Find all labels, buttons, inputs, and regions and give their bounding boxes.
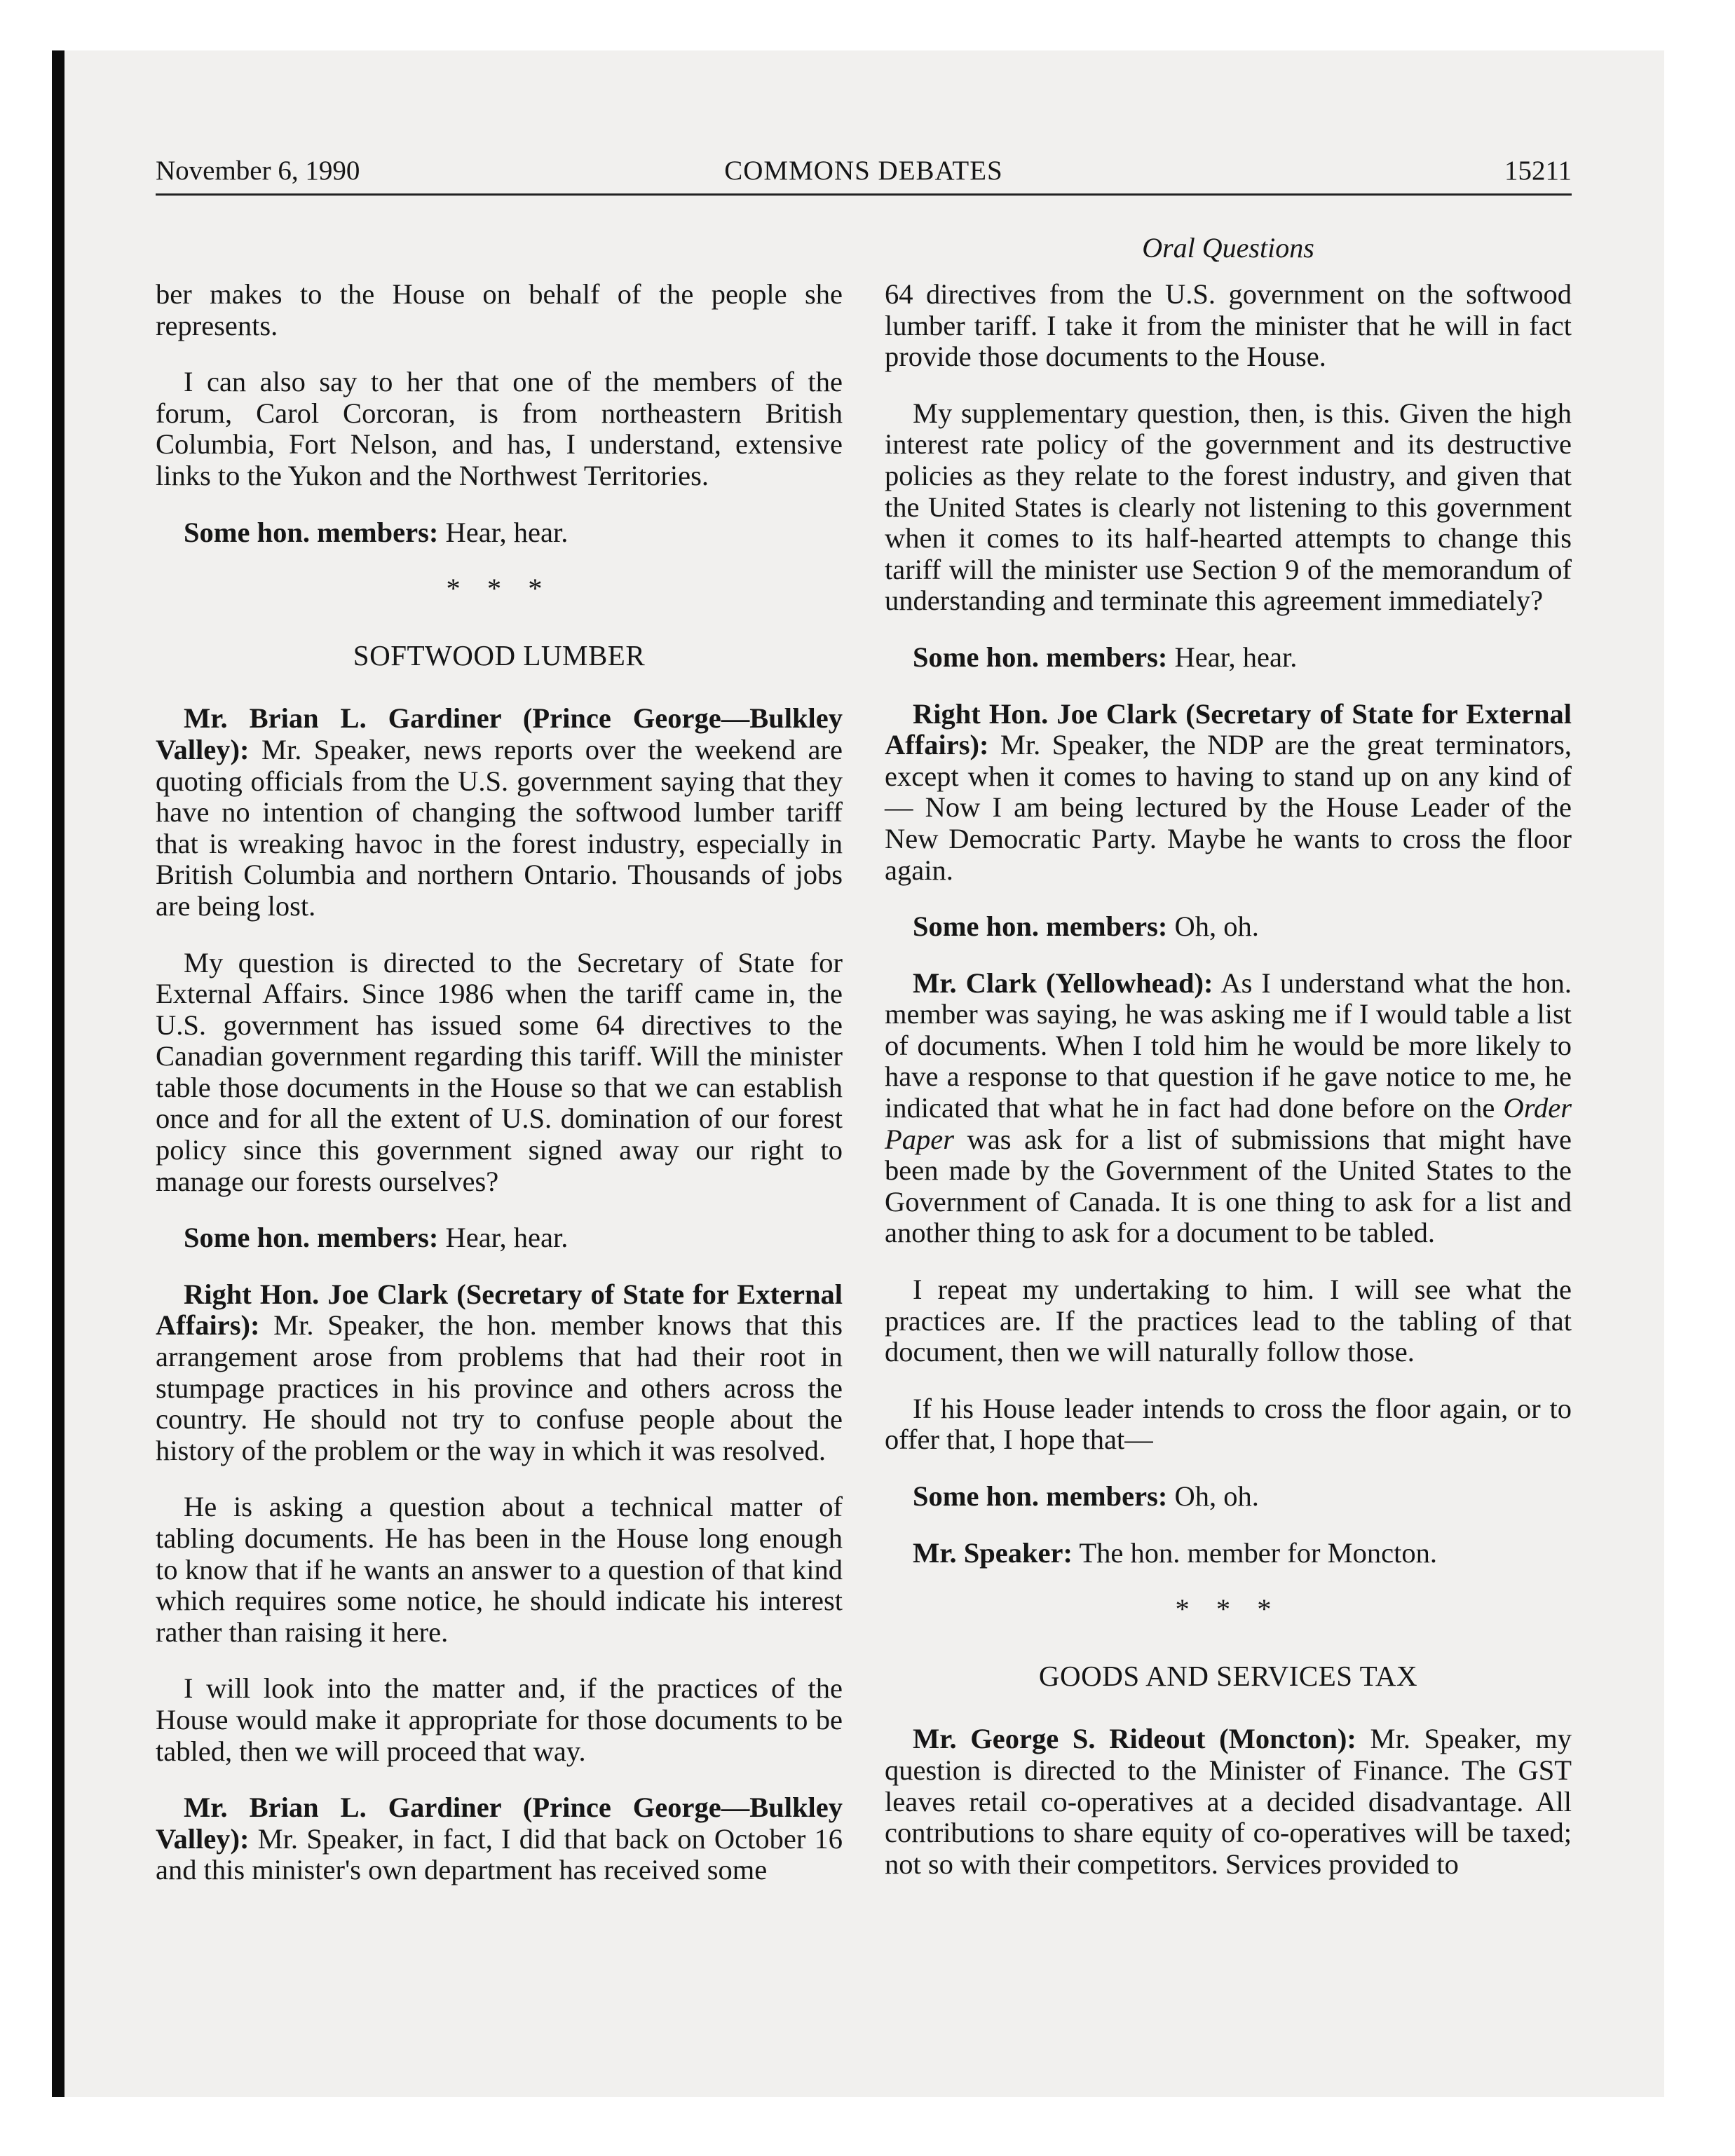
running-head: Oral Questions xyxy=(1142,232,1314,264)
paragraph: I repeat my undertaking to him. I will see what the practices are. If the practices lead to the tabling of that document, then we will naturally follow those. xyxy=(885,1274,1572,1368)
speech-text: Hear, hear. xyxy=(438,516,569,548)
speech-text: Hear, hear. xyxy=(438,1222,569,1254)
speaker-name: Some hon. members: xyxy=(913,910,1168,943)
header-rule xyxy=(156,193,1572,196)
speaker-name: Right Hon. Joe Clark (Secretary of State for External Affairs): xyxy=(885,697,1572,761)
paragraph: If his House leader intends to cross the floor again, or to offer that, I hope that— xyxy=(885,1392,1572,1456)
speaker-name: Some hon. members: xyxy=(184,1222,439,1254)
speech-text: was ask for a list of submissions that might have been made by the Government of the United States to the Government of Canada. It is one thing to ask for a list and another thing to ask for a document to be tabled. xyxy=(885,1123,1572,1249)
header-date: November 6, 1990 xyxy=(156,156,360,186)
paragraph: He is asking a question about a technical matter of tabling documents. He has been in the House long enough to know that if he wants an answer to a question of that kind which requires some notice, he should indicate his interest rather than raising it here. xyxy=(156,1491,843,1648)
section-heading: GOODS AND SERVICES TAX xyxy=(1038,1659,1418,1692)
paragraph xyxy=(885,1724,1572,1880)
speaker-name: Mr. Speaker: xyxy=(913,1536,1073,1569)
speaker-name: Right Hon. Joe Clark (Secretary of State for External Affairs): xyxy=(156,1278,843,1342)
paragraph: My supplementary question, then, is this. Given the high interest rate policy of the government and its destructive policies as they relate to the forest industry, and given that the United States is clearly not listening to this government when it comes to its half-hearted attempts to change this tariff will the minister use Section 9 of the memorandum of understanding and terminate this agreement immediately? xyxy=(885,397,1572,617)
speaker-name: Some hon. members: xyxy=(913,641,1168,673)
speaker-name: Mr. Brian L. Gardiner (Prince George—Bulkley Valley): xyxy=(156,702,843,765)
left-column xyxy=(156,279,843,1911)
paragraph xyxy=(885,642,1572,674)
paragraph xyxy=(156,703,843,922)
speech-text: Mr. Speaker, my question is directed to the Minister of Finance. The GST leaves retail co-operatives at a decided disadvantage. All contributions to share equity of co-operatives will be taxed; not so with their competitors. Services provided to xyxy=(885,1723,1572,1880)
paragraph: I can also say to her that one of the members of the forum, Carol Corcoran, is from northeastern British Columbia, Fort Nelson, and has, I understand, extensive links to the Yukon and the Northwest Territories. xyxy=(156,366,843,491)
italic-title: Order Paper xyxy=(885,1092,1572,1155)
header-page-number: 15211 xyxy=(1504,156,1572,186)
paragraph xyxy=(885,699,1572,887)
speech-text: Mr. Speaker, news reports over the weekend are quoting officials from the U.S. government saying that they have no intention of changing the softwood lumber tariff that is wreaking havoc in the forest industry, especially in British Columbia and northern Ontario. Thousands of jobs are being lost. xyxy=(156,733,843,922)
paragraph xyxy=(885,1538,1572,1569)
section-heading: SOFTWOOD LUMBER xyxy=(353,639,646,671)
paragraph xyxy=(156,1792,843,1886)
section-separator: * * * xyxy=(446,573,552,605)
speech-text: Oh, oh. xyxy=(1167,1480,1259,1512)
scan-edge-bar xyxy=(52,50,64,2097)
speaker-name: Mr. George S. Rideout (Moncton): xyxy=(913,1723,1356,1755)
page-header xyxy=(156,150,1572,192)
speaker-name: Some hon. members: xyxy=(913,1480,1168,1512)
section-separator: * * * xyxy=(1175,1593,1281,1625)
paragraph xyxy=(885,968,1572,1249)
right-column xyxy=(885,279,1572,1905)
paragraph: ber makes to the House on behalf of the people she represents. xyxy=(156,278,843,341)
paragraph: 64 directives from the U.S. government on the softwood lumber tariff. I take it from the minister that he will in fact provide those documents to the House. xyxy=(885,278,1572,373)
paragraph xyxy=(156,1279,843,1467)
speech-text: Mr. Speaker, the NDP are the great terminators, except when it comes to having to stand up on any kind of— Now I am being lectured by the House Leader of the New Democratic Party. Maybe he wants to cross the floor again. xyxy=(885,729,1572,886)
speech-text: Mr. Speaker, in fact, I did that back on October 16 and this minister's own department has received some xyxy=(156,1822,843,1886)
paragraph: My question is directed to the Secretary of State for External Affairs. Since 1986 when the tariff came in, the U.S. government has issued some 64 directives to the Canadian government regarding this tariff. Will the minister table those documents in the House so that we can establish once and for all the extent of U.S. domination of our forest policy since this government signed away our right to manage our forests ourselves? xyxy=(156,946,843,1197)
speaker-name: Some hon. members: xyxy=(184,516,439,548)
speech-text: The hon. member for Moncton. xyxy=(1072,1536,1437,1569)
speech-text: As I understand what the hon. member was saying, he was asking me if I would table a list of documents. When I told him he would be more likely to have a response to that question if he gave notice to me, he indicated that what he in fact had done before on the xyxy=(885,967,1572,1124)
speaker-name: Mr. Clark (Yellowhead): xyxy=(913,967,1213,999)
paragraph xyxy=(156,1222,843,1254)
header-title: COMMONS DEBATES xyxy=(724,156,1003,186)
speech-text: Mr. Speaker, the hon. member knows that this arrangement arose from problems that had their root in stumpage practices in his province and others across the country. He should not try to confuse people about the history of the problem or the way in which it was resolved. xyxy=(156,1309,843,1466)
speech-text: Hear, hear. xyxy=(1167,641,1298,673)
speech-text: Oh, oh. xyxy=(1167,910,1259,943)
paragraph xyxy=(885,911,1572,943)
paragraph xyxy=(885,1481,1572,1513)
paragraph xyxy=(156,517,843,549)
speaker-name: Mr. Brian L. Gardiner (Prince George—Bulkley Valley): xyxy=(156,1792,843,1855)
paragraph: I will look into the matter and, if the practices of the House would make it appropriate for those documents to be tabled, then we will proceed that way. xyxy=(156,1672,843,1767)
